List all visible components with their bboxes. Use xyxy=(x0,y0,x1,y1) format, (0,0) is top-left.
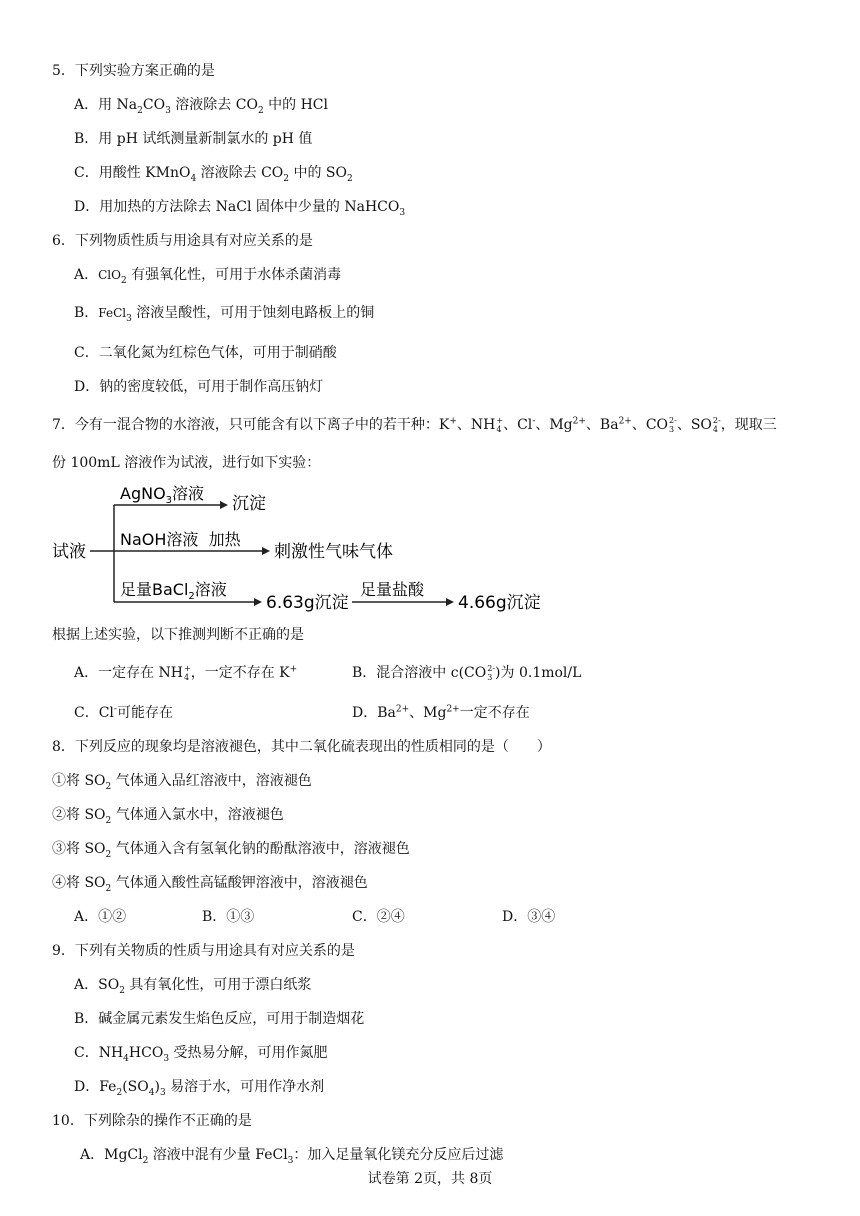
q7-stem-line2: 份 100mL 溶液作为试液，进行如下实验： xyxy=(52,455,321,471)
diagram-branch3-product: 6.63g沉淀 xyxy=(266,593,349,613)
q5-stem: 5．下列实验方案正确的是 xyxy=(52,63,215,79)
diagram-start: 试液 xyxy=(52,542,86,562)
q5-option-b: B．用 pH 试纸测量新制氯水的 pH 值 xyxy=(74,131,313,147)
q7-experiment-diagram xyxy=(52,478,572,618)
q9-option-d: D．$Fe_2(SO_4)_3$ 易溶于水，可用作净水剂 xyxy=(74,1079,325,1098)
diagram-step2-reagent: 足量盐酸 xyxy=(360,580,425,599)
q9-option-c: C．$NH_4HCO_3$ 受热易分解，可用作氮肥 xyxy=(74,1045,328,1064)
q6-option-d: D．钠的密度较低，可用于制作高压钠灯 xyxy=(74,379,324,395)
q8-option-d: D．③④ xyxy=(502,909,556,925)
q5-option-d: D．用加热的方法除去 NaCl 固体中少量的 NaHCO$_3$ xyxy=(74,199,406,218)
q6-option-b: B．FeCl$_3$ 溶液呈酸性，可用于蚀刻电路板上的铜 xyxy=(74,305,375,324)
diagram-branch3-reagent: 足量BaCl$_2$溶液 xyxy=(120,580,227,602)
q6-option-c: C．二氧化氮为红棕色气体，可用于制硝酸 xyxy=(74,345,337,361)
q10-stem: 10．下列除杂的操作不正确的是 xyxy=(52,1113,252,1129)
q7-option-a: A．一定存在 NH + 4 ，一定不存在 K+ xyxy=(74,664,298,682)
diagram-step2-product: 4.66g沉淀 xyxy=(458,593,541,613)
q7-option-b: B．混合溶液中 c(CO 2- 3 )为 0.1mol/L xyxy=(352,664,582,682)
q7-stem-line1: 7．今有一混合物的水溶液，只可能含有以下离子中的若干种：K+、NH + 4 、Cl-、$Mg^{2+}$、$Ba^{2+}$、CO 2- 3 、SO 2- 4 ，现取三 xyxy=(52,416,777,434)
q8-stem: 8．下列反应的现象均是溶液褪色，其中二氧化硫表现出的性质相同的是（ ） xyxy=(52,739,551,755)
q6-stem: 6．下列物质性质与用途具有对应关系的是 xyxy=(52,233,313,249)
q9-option-a: A．$SO_2$ 具有氧化性，可用于漂白纸浆 xyxy=(74,977,312,996)
q7-option-c: C．Cl-可能存在 xyxy=(74,704,173,721)
diagram-branch1-reagent: AgNO$_3$溶液 xyxy=(120,484,205,506)
q8-statement-3: ③将 $SO_2$ 气体通入含有氢氧化钠的酚酞溶液中，溶液褪色 xyxy=(52,841,410,860)
diagram-branch2-product: 刺激性气味气体 xyxy=(274,542,393,562)
page-footer: 试卷第 2页，共 8页 xyxy=(367,1171,493,1187)
q8-option-b: B．①③ xyxy=(202,909,255,925)
diagram-branch2-reagent: NaOH溶液 加热 xyxy=(120,530,241,549)
q8-statement-1: ①将 $SO_2$ 气体通入品红溶液中，溶液褪色 xyxy=(52,773,312,792)
diagram-branch1-product: 沉淀 xyxy=(232,494,266,514)
q9-option-b: B．碱金属元素发生焰色反应，可用于制造烟花 xyxy=(74,1011,365,1027)
q5-option-c: C．用酸性 KMnO$_4$ 溶液除去 $CO_2$ 中的 $SO_2$ xyxy=(74,165,353,184)
q8-option-c: C．②④ xyxy=(352,909,405,925)
q5-option-a: A．用 $Na_2CO_3$ 溶液除去 $CO_2$ 中的 HCl xyxy=(74,97,328,116)
q8-statement-2: ②将 $SO_2$ 气体通入氯水中，溶液褪色 xyxy=(52,807,284,826)
q10-option-a: A．MgCl$_2$ 溶液中混有少量 FeCl$_3$：加入足量氧化镁充分反应后过滤 xyxy=(80,1147,504,1166)
q8-option-a: A．①② xyxy=(74,909,127,925)
q9-stem: 9．下列有关物质的性质与用途具有对应关系的是 xyxy=(52,943,355,959)
q6-option-a: A．ClO$_2$ 有强氧化性，可用于水体杀菌消毒 xyxy=(74,267,342,286)
q7-stem-line3: 根据上述实验，以下推测判断不正确的是 xyxy=(52,627,304,643)
q7-option-d: D．$Ba^{2+}$、$Mg^{2+}$一定不存在 xyxy=(352,704,530,721)
q8-statement-4: ④将 $SO_2$ 气体通入酸性高锰酸钾溶液中，溶液褪色 xyxy=(52,875,368,894)
